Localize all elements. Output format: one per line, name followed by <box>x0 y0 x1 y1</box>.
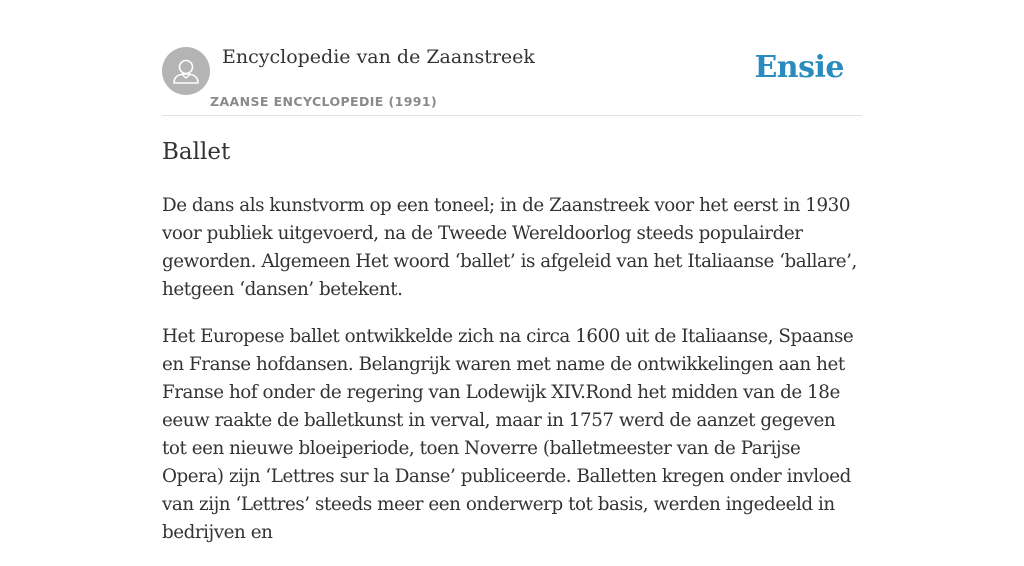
page-header <box>162 0 862 116</box>
source-label[interactable]: ZAANSE ENCYCLOPEDIE (1991) <box>210 94 438 109</box>
avatar[interactable] <box>162 47 210 95</box>
paragraph: De dans als kunstvorm op een toneel; in de Zaanstreek voor het eerst in 1930 voor publiek uitgevoerd, na de Tweede Wereldoorlog steeds populairder geworden. Algemeen Het woord ‘ballet’ is afgeleid van het Italiaanse ‘ballare’, hetgeen ‘dansen’ betekent. <box>162 195 857 300</box>
document-page <box>162 0 862 543</box>
article-body <box>162 192 862 566</box>
article-title: Ballet <box>162 139 231 165</box>
ensie-logo[interactable]: Ensie <box>754 50 844 85</box>
user-icon <box>162 47 210 95</box>
site-title[interactable]: Encyclopedie van de Zaanstreek <box>222 46 535 68</box>
paragraph: Het Europese ballet ontwikkelde zich na circa 1600 uit de Italiaanse, Spaanse en Franse hofdansen. Belangrijk waren met name de ontwikkelingen aan het Franse hof onder de regering van Lodewijk XIV.Rond het midden van de 18e eeuw raakte de balletkunst in verval, maar in 1757 werd de aanzet gegeven tot een nieuwe bloeiperiode, toen Noverre (balletmeester van de Parijse Opera) zijn ‘Lettres sur la Danse’ publiceerde. Balletten kregen onder invloed van zijn ‘Lettres’ steeds meer een onderwerp tot basis, werden ingedeeld in bedrijven en <box>162 326 854 543</box>
